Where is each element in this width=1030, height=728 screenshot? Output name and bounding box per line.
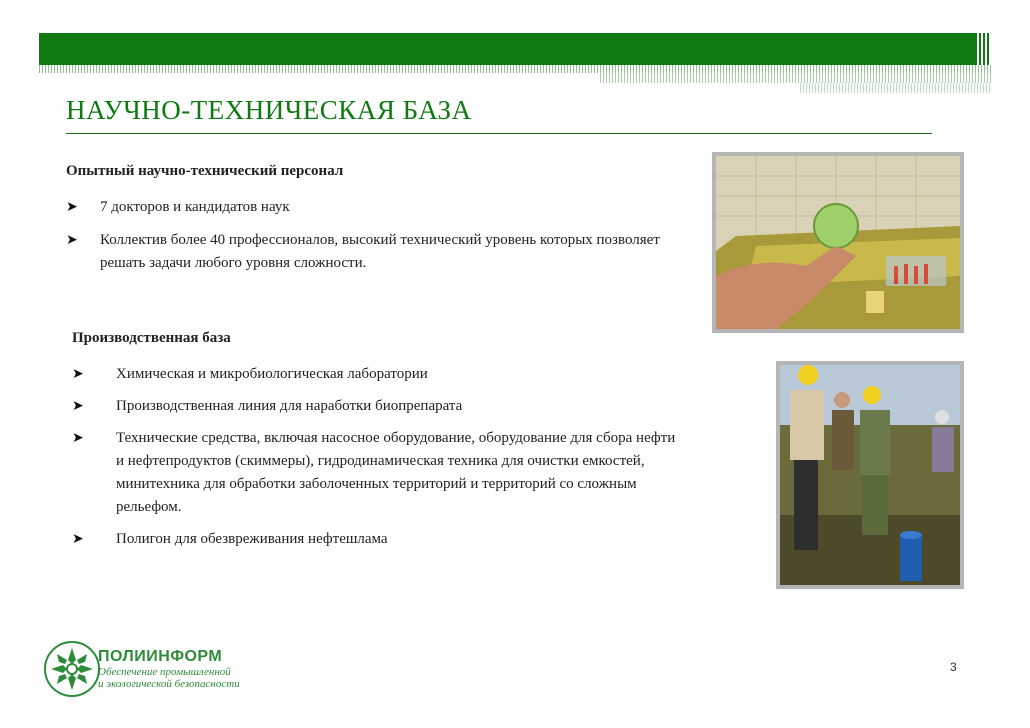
list-item-text: Химическая и микробиологическая лаборатории [116, 366, 428, 382]
list-item [72, 395, 672, 418]
production-heading: Производственная база [72, 330, 231, 346]
list-item [72, 427, 676, 519]
list-item [66, 229, 686, 275]
polyinform-logo [43, 640, 101, 698]
list-item [72, 363, 672, 386]
header-stripe [39, 65, 991, 73]
laboratory-illustration [716, 156, 960, 329]
title-divider [66, 133, 932, 134]
arrow-bullet-icon: ➤ [72, 431, 84, 446]
laboratory-photo [712, 152, 964, 333]
page-number: 3 [950, 660, 957, 674]
list-item-text: Технические средства, включая насосное оборудование, оборудование для сбора нефти и нефтепродуктов (скиммеры), гидродинамическая техника для очистки емкостей, минитехника для обработки заболоченных территорий и территорий со сложным рельефом. [116, 430, 676, 515]
header-stripe [800, 83, 991, 93]
list-item-text: Полигон для обезвреживания нефтешлама [116, 531, 388, 547]
slide-title: НАУЧНО-ТЕХНИЧЕСКАЯ БАЗА [66, 95, 472, 125]
arrow-bullet-icon: ➤ [72, 532, 84, 547]
header-bar [39, 33, 991, 65]
brand-name: ПОЛИИНФОРМ [98, 648, 223, 665]
list-item-text: Коллектив более 40 профессионалов, высокий технический уровень которых позволяет решать задачи любого уровня сложности. [100, 232, 660, 271]
brand-tagline-line: и экологической безопасности [98, 678, 240, 690]
list-item-text: 7 докторов и кандидатов наук [100, 199, 290, 215]
staff-list [66, 196, 686, 285]
staff-heading: Опытный научно-технический персонал [66, 163, 344, 179]
header-stripe [600, 73, 991, 83]
list-item [72, 528, 672, 551]
field-illustration [780, 365, 960, 585]
brand-tagline [98, 666, 240, 690]
brand-tagline-line: Обеспечение промышленной [98, 666, 231, 678]
arrow-bullet-icon: ➤ [72, 367, 84, 382]
list-item [66, 196, 686, 219]
header-hatch [975, 33, 991, 65]
arrow-bullet-icon: ➤ [66, 233, 78, 248]
arrow-bullet-icon: ➤ [66, 200, 78, 215]
arrow-bullet-icon: ➤ [72, 399, 84, 414]
list-item-text: Производственная линия для наработки биопрепарата [116, 398, 463, 414]
production-list [72, 363, 676, 560]
field-work-photo [776, 361, 964, 589]
